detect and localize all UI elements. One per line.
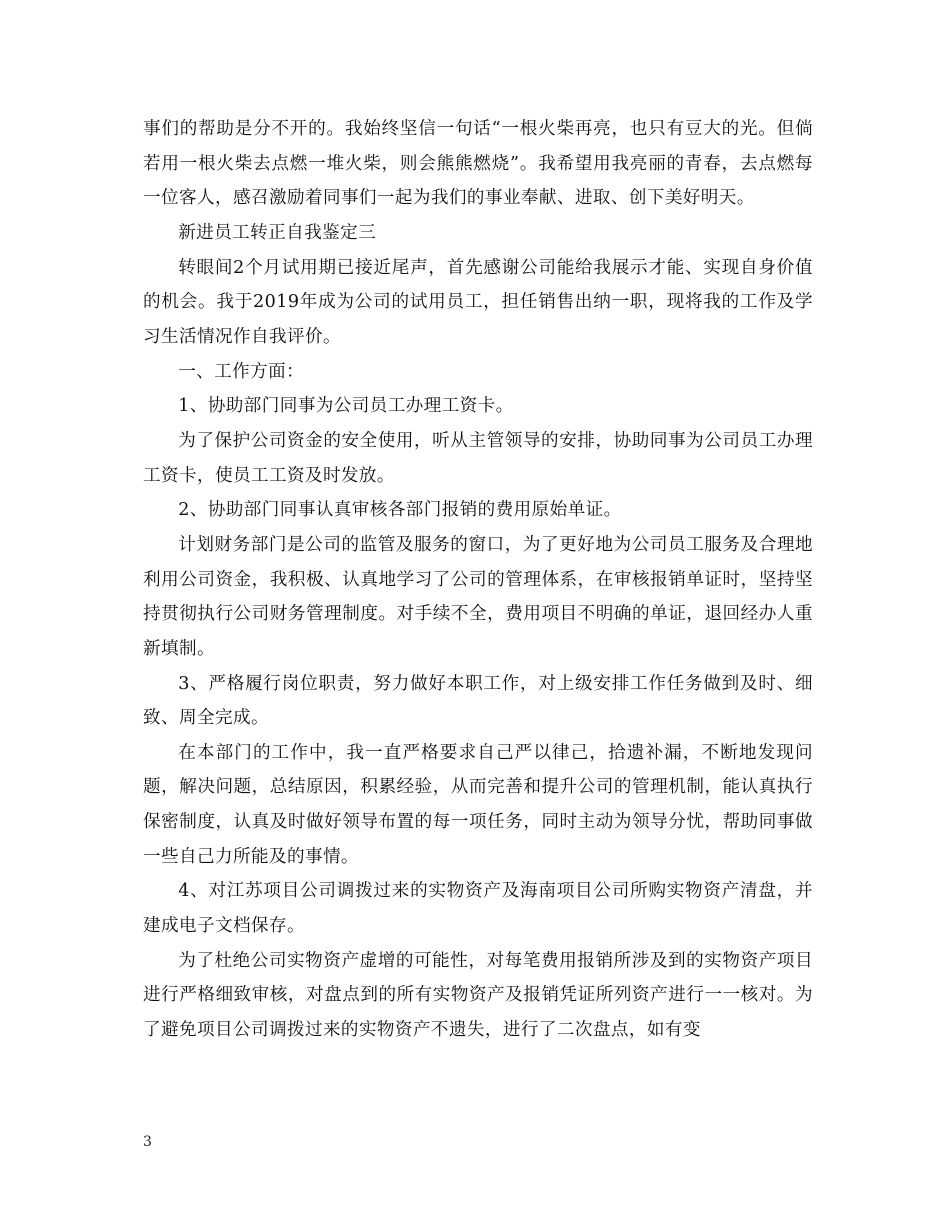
paragraph: 2、协助部门同事认真审核各部门报销的费用原始单证。	[178, 500, 622, 521]
paragraph: 1、协助部门同事为公司员工办理工资卡。	[178, 396, 514, 417]
paragraph: 4、对江苏项目公司调拨过来的实物资产及海南项目公司所购实物资产清盘，并建成电子文档保存。	[143, 881, 813, 937]
paragraph: 在本部门的工作中，我一直严格要求自己严以律己，拾遗补漏，不断地发现问题，解决问题，总结原因，积累经验，从而完善和提升公司的管理机制，能认真执行保密制度，认真及时做好领导布置的每一项任务，同时主动为领导分忧，帮助同事做一些自己力所能及的事情。	[143, 742, 813, 867]
paragraph: 3、严格履行岗位职责，努力做好本职工作，对上级安排工作任务做到及时、细致、周全完成。	[143, 673, 813, 729]
section-heading: 新进员工转正自我鉴定三	[178, 222, 377, 243]
page-number: 3	[143, 1134, 152, 1150]
paragraph: 计划财务部门是公司的监管及服务的窗口，为了更好地为公司员工服务及合理地利用公司资金，我积极、认真地学习了公司的管理体系，在审核报销单证时，坚持坚持贯彻执行公司财务管理制度。对手续不全，费用项目不明确的单证，退回经办人重新填制。	[143, 534, 813, 659]
paragraph: 事们的帮助是分不开的。我始终坚信一句话“一根火柴再亮，也只有豆大的光。但倘若用一根火柴去点燃一堆火柴，则会熊熊燃烧”。我希望用我亮丽的青春，去点燃每一位客人，感召激励着同事们一起为我们的事业奉献、进取、创下美好明天。	[143, 119, 813, 209]
paragraph: 为了杜绝公司实物资产虚增的可能性，对每笔费用报销所涉及到的实物资产项目进行严格细致审核，对盘点到的所有实物资产及报销凭证所列资产进行一一核对。为了避免项目公司调拨过来的实物资产不遗失，进行了二次盘点，如有变	[143, 950, 813, 1041]
paragraph: 一、工作方面：	[178, 361, 305, 382]
paragraph: 转眼间2个月试用期已接近尾声，首先感谢公司能给我展示才能、实现自身价值的机会。我于2019年成为公司的试用员工，担任销售出纳一职，现将我的工作及学习生活情况作自我评价。	[143, 257, 813, 347]
paragraph: 为了保护公司资金的安全使用，听从主管领导的安排，协助同事为公司员工办理工资卡，使员工工资及时发放。	[143, 430, 813, 486]
document-body	[143, 112, 813, 1048]
